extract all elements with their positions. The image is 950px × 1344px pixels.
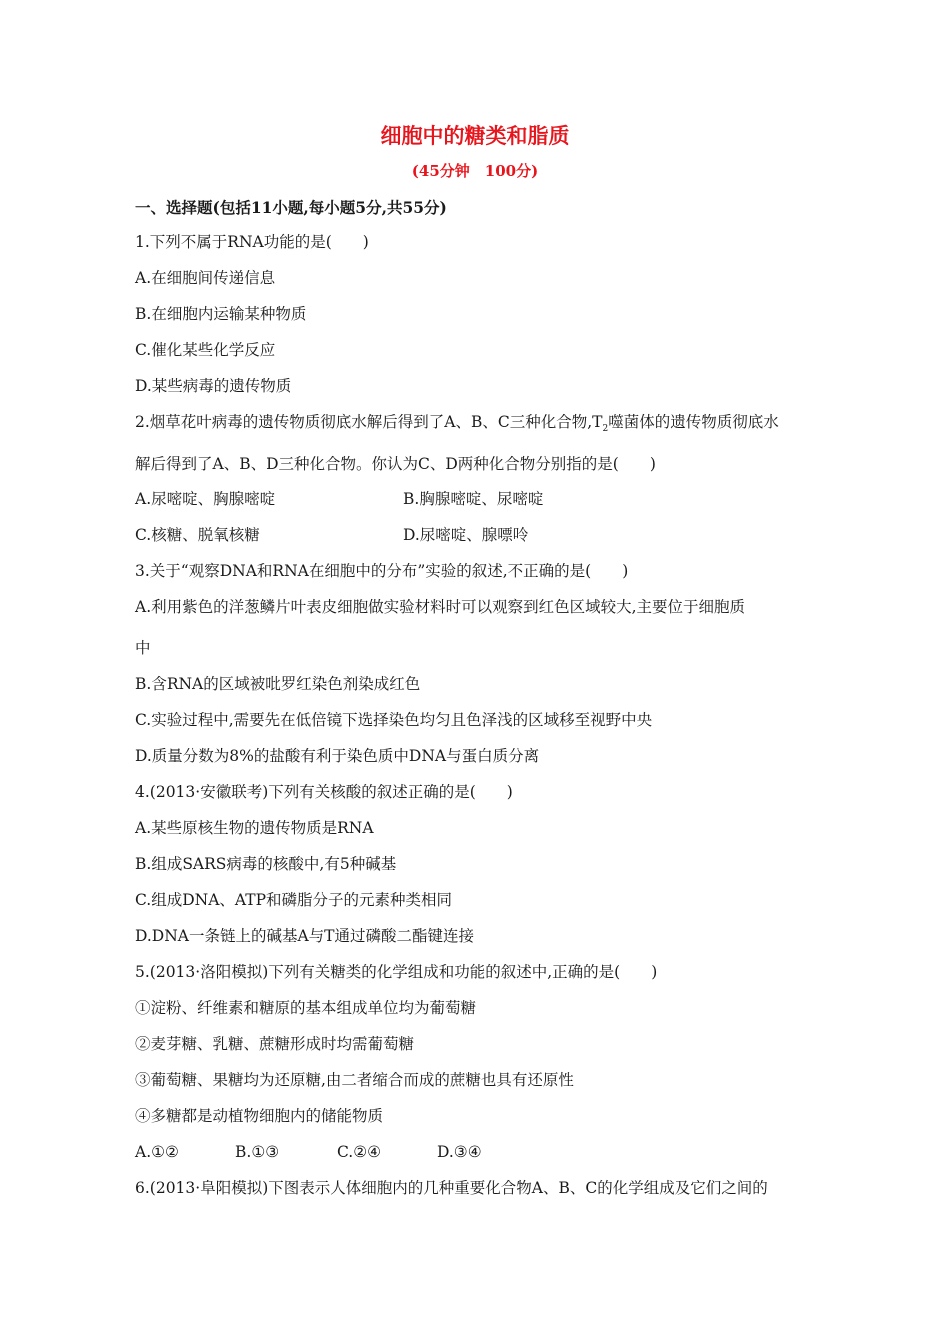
question-3-option-c: C.实验过程中,需要先在低倍镜下选择染色均匀且色泽浅的区域移至视野中央 [135, 711, 653, 729]
question-5-statement-2: ②麦芽糖、乳糖、蔗糖形成时均需葡萄糖 [135, 1035, 415, 1053]
question-5-statement-4: ④多糖都是动植物细胞内的储能物质 [135, 1107, 384, 1125]
question-2-option-c: C.核糖、脱氧核糖 [135, 526, 260, 544]
section-heading: 一、选择题(包括11小题,每小题5分,共55分) [135, 198, 447, 217]
question-4-option-b: B.组成SARS病毒的核酸中,有5种碱基 [135, 855, 397, 873]
question-5-statement-3: ③葡萄糖、果糖均为还原糖,由二者缩合而成的蔗糖也具有还原性 [135, 1071, 574, 1089]
question-1-option-c: C.催化某些化学反应 [135, 341, 276, 359]
question-4-stem: 4.(2013·安徽联考)下列有关核酸的叙述正确的是( ) [135, 783, 513, 801]
question-2-option-b: B.胸腺嘧啶、尿嘧啶 [403, 490, 544, 508]
question-2-stem-part1: 2.烟草花叶病毒的遗传物质彻底水解后得到了A、B、C三种化合物,T [135, 413, 603, 431]
question-4-option-d: D.DNA一条链上的碱基A与T通过磷酸二酯键连接 [135, 927, 475, 945]
question-1-option-d: D.某些病毒的遗传物质 [135, 377, 292, 395]
question-5-statement-1: ①淀粉、纤维素和糖原的基本组成单位均为葡萄糖 [135, 999, 477, 1017]
question-4-option-c: C.组成DNA、ATP和磷脂分子的元素种类相同 [135, 891, 453, 909]
question-5-option-d: D.③④ [437, 1143, 482, 1161]
question-2-stem [135, 412, 779, 439]
question-2-option-a: A.尿嘧啶、胸腺嘧啶 [135, 490, 276, 508]
question-3-stem: 3.关于“观察DNA和RNA在细胞中的分布”实验的叙述,不正确的是( ) [135, 562, 629, 580]
question-3-option-a-line1: A.利用紫色的洋葱鳞片叶表皮细胞做实验材料时可以观察到红色区域较大,主要位于细胞质 [135, 598, 746, 616]
question-5-options [135, 1142, 482, 1162]
question-5-option-a: A.①② [135, 1143, 179, 1161]
question-3-option-d: D.质量分数为8%的盐酸有利于染色质中DNA与蛋白质分离 [135, 747, 540, 765]
page-subtitle: (45分钟 100分) [411, 162, 539, 180]
question-1-stem: 1.下列不属于RNA功能的是( ) [135, 233, 369, 251]
question-2-subscript: 2 [602, 424, 609, 435]
page-title: 细胞中的糖类和脂质 [380, 123, 570, 148]
question-3-option-b: B.含RNA的区域被吡罗红染色剂染成红色 [135, 675, 421, 693]
question-5-option-c: C.②④ [337, 1143, 382, 1161]
question-2-stem-line2: 解后得到了A、B、D三种化合物。你认为C、D两种化合物分别指的是( ) [135, 455, 656, 473]
question-6-stem: 6.(2013·阜阳模拟)下图表示人体细胞内的几种重要化合物A、B、C的化学组成及它们之间的 [135, 1179, 768, 1197]
question-4-option-a: A.某些原核生物的遗传物质是RNA [135, 819, 374, 837]
question-1-option-b: B.在细胞内运输某种物质 [135, 305, 307, 323]
question-3-option-a-line2: 中 [135, 639, 151, 657]
question-1-option-a: A.在细胞间传递信息 [135, 269, 276, 287]
question-2-option-d: D.尿嘧啶、腺嘌呤 [403, 526, 529, 544]
question-2-stem-part2: 噬菌体的遗传物质彻底水 [608, 413, 779, 431]
question-5-option-b: B.①③ [235, 1143, 280, 1161]
question-5-stem: 5.(2013·洛阳模拟)下列有关糖类的化学组成和功能的叙述中,正确的是( ) [135, 963, 658, 981]
